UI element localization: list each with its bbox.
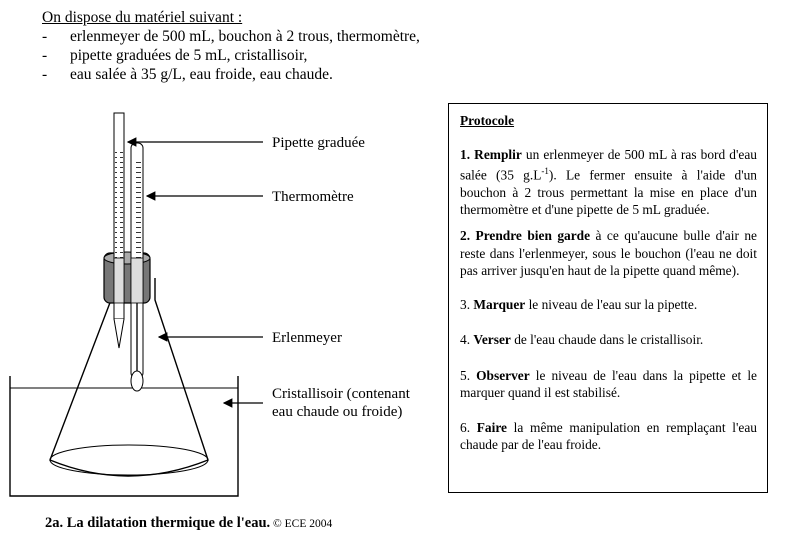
thermometre-graduations (133, 160, 141, 258)
step-text: de l'eau chaude dans le cristallisoir. (510, 332, 704, 348)
caption-copyright: © ECE 2004 (270, 518, 333, 530)
step-number: 5. (460, 367, 471, 383)
protocole-step (460, 146, 757, 218)
item-dash: - (42, 28, 48, 45)
step-verb: Verser (473, 332, 511, 348)
pipette-in-bouchon (114, 258, 124, 303)
pipette-tip (114, 319, 124, 348)
step-superscript: -1 (541, 166, 549, 177)
step-text: un erlenmeyer de 500 mL à ras bord d'eau salée (35 g.L (460, 147, 757, 183)
protocole-step (460, 227, 757, 279)
label-pipette: Pipette graduée (272, 135, 365, 151)
step-text: le niveau de l'eau dans la pipette et le marquer quand il est stabilisé. (460, 367, 757, 400)
label-cristallisoir-line2: eau chaude ou froide) (272, 404, 403, 420)
materials-title: On dispose du matériel suivant : (42, 9, 243, 26)
step-verb: Marquer (473, 297, 526, 313)
thermometre-in-bouchon (131, 258, 143, 303)
protocole-step (460, 419, 757, 453)
erlenmeyer-base (50, 445, 208, 475)
thermometre-bulb (131, 371, 143, 391)
item-dash: - (42, 66, 48, 83)
item-text: eau salée à 35 g/L, eau froide, eau chaude. (70, 66, 333, 83)
protocole-step (460, 331, 757, 348)
step-verb: Prendre bien garde (475, 228, 591, 244)
step-number: 6. (460, 419, 471, 435)
protocole-title: Protocole (460, 113, 515, 128)
step-text: la même manipulation en remplaçant l'eau chaude par de l'eau froide. (460, 419, 757, 453)
item-text: pipette graduées de 5 mL, cristallisoir, (70, 47, 308, 64)
step-verb: Observer (476, 367, 530, 383)
label-erlenmeyer: Erlenmeyer (272, 330, 342, 346)
item-text: erlenmeyer de 500 mL, bouchon à 2 trous, thermomètre, (70, 28, 420, 45)
item-dash: - (42, 47, 48, 64)
step-text: à ce qu'aucune bulle d'air ne reste dans l'erlenmeyer, sous le bouchon (l'eau ne doit pas arriver jusqu'en haut de la pipette quand même). (460, 228, 758, 278)
pipette-graduations (115, 150, 123, 258)
step-verb: Faire (476, 419, 507, 435)
step-number: 4. (460, 332, 471, 348)
cristallisoir-shape (10, 376, 238, 496)
caption-title: 2a. La dilatation thermique de l'eau. (45, 515, 271, 531)
step-number: 3. (460, 297, 471, 313)
step-text: le niveau de l'eau sur la pipette. (525, 297, 698, 313)
protocole-step (460, 367, 757, 401)
protocole-box (448, 103, 768, 493)
label-thermometre: Thermomètre (272, 189, 354, 205)
label-cristallisoir-line1: Cristallisoir (contenant (272, 386, 410, 402)
step-number: 2. (460, 228, 471, 244)
erlenmeyer-shape (50, 278, 208, 476)
step-number: 1. (460, 147, 471, 163)
protocole-step (460, 296, 757, 313)
step-text: ). Le fermer ensuite à l'aide d'un bouchon à 2 trous permettant la mise en place d'un thermomètre et d'une pipette de 5 mL graduée. (460, 167, 757, 218)
figure-caption (45, 515, 332, 532)
step-verb: Remplir (474, 147, 522, 163)
